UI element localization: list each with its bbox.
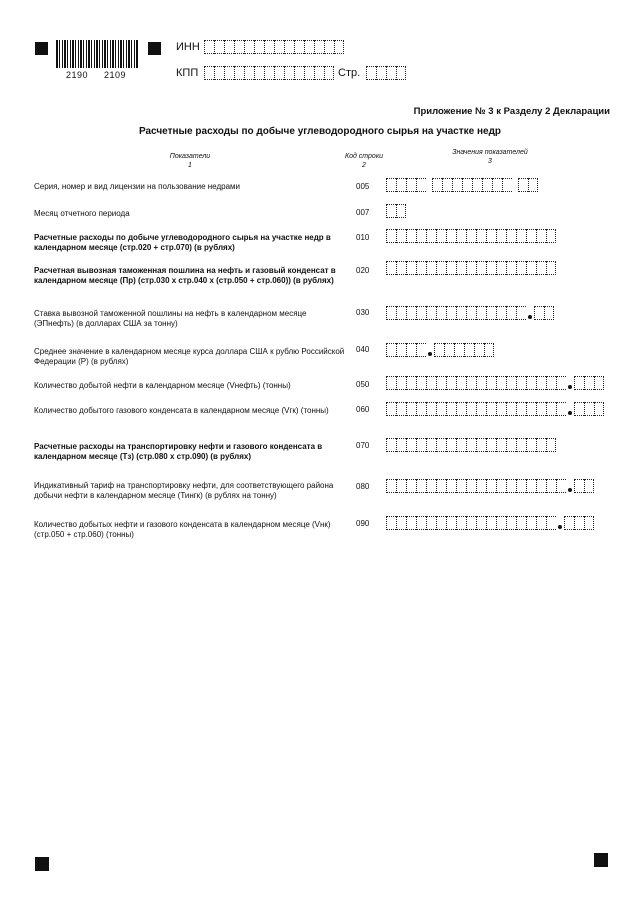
column-header-code [334,152,394,170]
row-label-040: Среднее значение в календарном месяце курса доллара США к рублю Российской Федерации (Р) (в рублях) [34,347,345,366]
row-code-007: 007 [356,208,370,217]
row-label-050: Количество добытой нефти в календарном месяце (Vнефть) (тонны) [34,381,291,390]
kpp-label: КПП [176,67,199,79]
column-header-indicators [120,152,260,170]
page-label: Стр. [338,67,361,79]
row-code-030: 030 [356,308,370,317]
row-code-010: 010 [356,233,370,242]
inn-label: ИНН [176,41,200,53]
barcode-number-left: 2190 [66,70,89,80]
row-code-005: 005 [356,182,370,191]
row-label-030: Ставка вывозной таможенной пошлины на нефть в календарном месяце (ЭПнефть) (в долларах США за тонну) [34,309,307,328]
value-field-060[interactable] [386,402,604,416]
kpp-field[interactable] [204,66,334,80]
value-field-090[interactable] [386,516,594,530]
value-field-040[interactable] [386,343,494,357]
value-field-070[interactable] [386,438,556,452]
barcode [56,40,138,68]
corner-marker-bottom-right [594,853,608,867]
column-header-indicators-label: Показатели [169,153,211,160]
row-label-020: Расчетная вывозная таможенная пошлина на нефть и газовый конденсат в календарном месяце (Пр) (стр.030 х стр.040 х (стр.050 + стр.060)) (в рублях) [34,266,336,285]
barcode-number-right: 2109 [104,70,127,80]
value-field-007[interactable] [386,204,406,218]
column-header-values [430,148,550,166]
value-field-050[interactable] [386,376,604,390]
column-header-indicators-num: 1 [188,162,192,169]
row-label-060: Количество добытого газового конденсата в календарном месяце (Vгк) (тонны) [34,406,329,415]
value-field-010[interactable] [386,229,556,243]
inn-field[interactable] [204,40,344,54]
value-field-030[interactable] [386,306,554,320]
row-code-050: 050 [356,380,370,389]
value-field-005[interactable] [386,178,538,192]
column-header-values-num: 3 [488,158,492,165]
column-header-code-num: 2 [362,162,366,169]
column-header-code-label: Код строки [344,153,384,160]
row-code-080: 080 [356,482,370,491]
row-label-070: Расчетные расходы на транспортировку нефти и газового конденсата в календарном месяце (Тз) (стр.080 х стр.090) (в рублях) [34,442,323,461]
row-label-090: Количество добытых нефти и газового конденсата в календарном месяце (Vнк) (стр.050 + стр.060) (тонны) [34,520,331,539]
appendix-title: Приложение № 3 к Разделу 2 Декларации [413,106,610,117]
value-field-080[interactable] [386,479,594,493]
corner-marker-top-left [35,42,48,55]
row-code-060: 060 [356,405,370,414]
row-code-090: 090 [356,519,370,528]
row-label-080: Индикативный тариф на транспортировку нефти, для соответствующего района добычи нефти в календарном месяце (Тингк) (в рублях на тонну) [34,481,334,500]
column-header-values-label: Значения показателей [452,149,528,156]
page-number-field[interactable] [366,66,406,80]
row-label-010: Расчетные расходы по добыче углеводородного сырья на участке недр в календарном месяце (стр.020 + стр.070) (в рублях) [34,233,331,252]
row-code-020: 020 [356,266,370,275]
row-code-040: 040 [356,345,370,354]
page-title: Расчетные расходы по добыче углеводородного сырья на участке недр [138,126,502,137]
row-label-007: Месяц отчетного периода [34,209,130,218]
value-field-020[interactable] [386,261,556,275]
corner-marker-top-right [148,42,161,55]
row-label-005: Серия, номер и вид лицензии на пользование недрами [34,182,240,191]
row-code-070: 070 [356,441,370,450]
corner-marker-bottom-left [35,857,49,871]
